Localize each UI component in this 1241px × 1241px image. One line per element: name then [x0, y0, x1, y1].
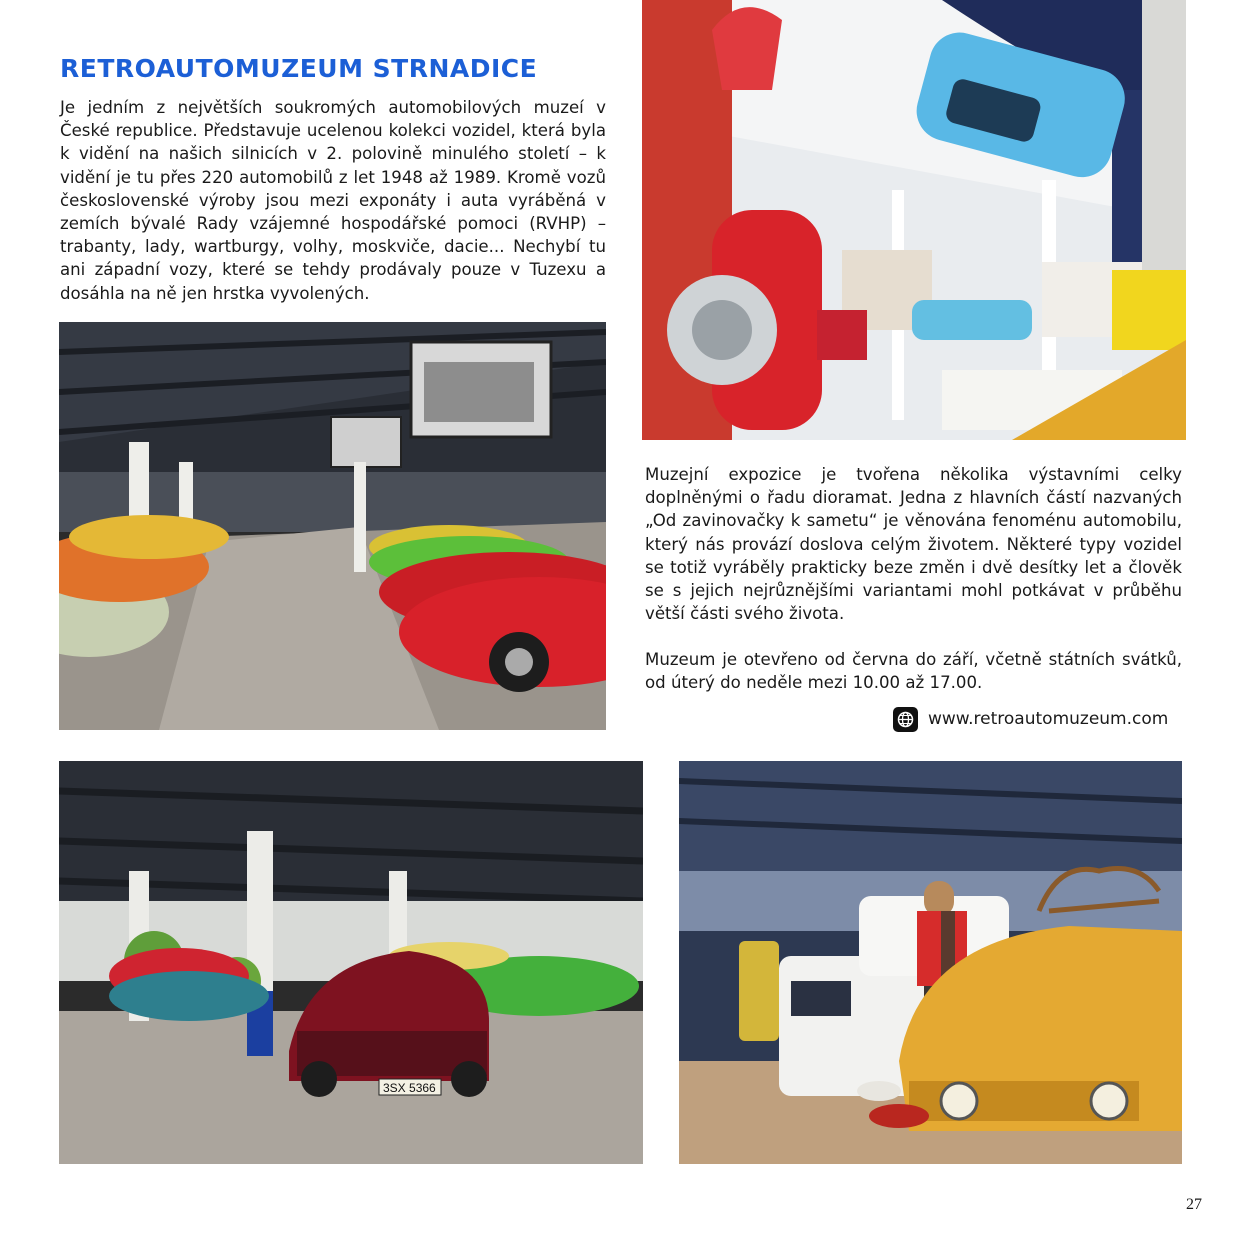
photo-yellow-car-diorama: [679, 761, 1182, 1164]
page-number: 27: [1186, 1196, 1202, 1213]
photo-car-hall-rows: [59, 322, 606, 730]
intro-paragraph: Je jedním z největších soukromých automobilových muzeí v České republice. Představuje ucelenou kolekci vozidel, která byla k vidění na našich silnicích v 2. polovině minulého století – k vidění je tu přes 220 automobilů z let 1948 až 1989. Kromě vozů československé výroby jsou mezi exponáty i auta vyráběná v zemích bývalé Rady vzájemné hospodářské pomoci (RVHP) – trabanty, lady, wartburgy, volhy, moskviče, dacie... Nechybí tu ani západní vozy, které se tehdy prodávaly pouze v Tuzexu a dosáhla na ně jen hrstka vyvolených.: [60, 98, 606, 303]
website-link[interactable]: www.retroautomuzeum.com: [928, 709, 1169, 729]
photo-red-green-cars: [59, 761, 643, 1164]
article-title: RETROAUTOMUZEUM STRNADICE: [60, 54, 538, 83]
license-plate: 3SX 5366: [383, 1081, 436, 1095]
photo-hanging-cars: [642, 0, 1186, 440]
opening-hours-paragraph: Muzeum je otevřeno od června do září, včetně státních svátků, od úterý do neděle mezi 10.00 až 17.00.: [645, 650, 1182, 693]
exhibition-paragraph: Muzejní expozice je tvořena několika výstavními celky doplněnými o řadu dioramat. Jedna z hlavních částí nazvaných „Od zavinovačky k sametu“ je věnována fenoménu automobilu, který nás provází doslova celým životem. Některé typy vozidel se totiž vyráběly prakticky beze změn i dvě desítky let a člověk se s jejich nejrůznějšími variantami mohl potkávat v průběhu větší části svého života.: [645, 465, 1182, 624]
website-line: [893, 706, 1168, 732]
globe-icon: [893, 707, 918, 732]
